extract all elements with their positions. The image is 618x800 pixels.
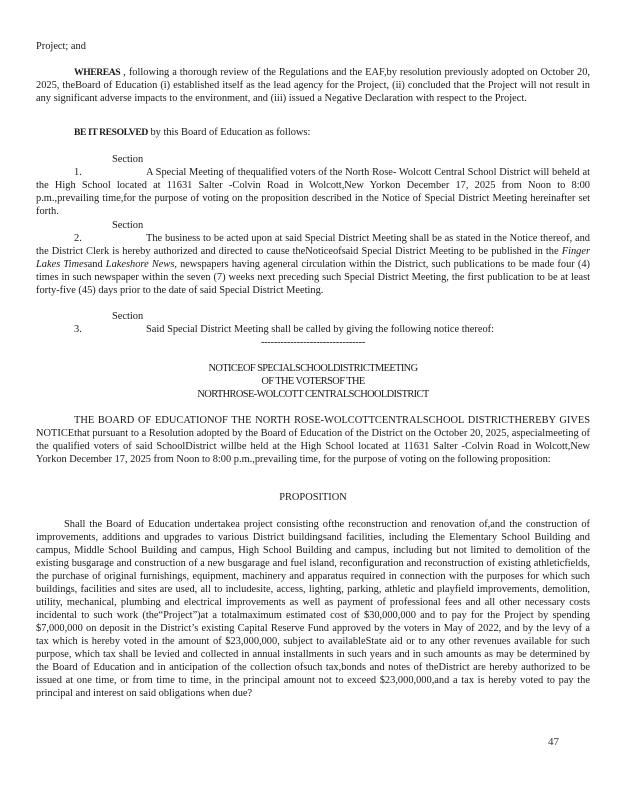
section-3-paragraph bbox=[36, 310, 590, 336]
separator-dashes: -------------------------------- bbox=[260, 337, 366, 348]
section-1-paragraph bbox=[36, 153, 590, 218]
section-2-text-c: , newspapers having ageneral circulation within the District, such publications to be made four (4) times in such newspaper within the seven (7) weeks next preceding such Special District Meeting, the first publication to be at least forty-five (45) days prior to the date of said Special District Meeting. bbox=[36, 259, 590, 296]
proposition-title: PROPOSITION bbox=[279, 492, 347, 503]
notice-heading-line-3: NORTHROSE-WOLCOTT CENTRALSCHOOLDISTRICT bbox=[197, 389, 429, 400]
section-1-label: Section 1. bbox=[74, 154, 144, 178]
notice-heading bbox=[36, 362, 590, 401]
opening-line: Project; and bbox=[36, 41, 86, 52]
section-1-text: A Special Meeting of thequalified voters of the North Rose- Wolcott Central School District will beheld at the High School located at 11631 Salter -Colvin Road in Wolcott,New Yorkon December 17, 2025 from Noon to 8:00 p.m.,prevailing time,for the purpose of voting on the proposition described in the Notice of Special District Meeting hereinafter set forth. bbox=[36, 167, 590, 217]
whereas-keyword: WHEREAS bbox=[74, 67, 121, 78]
resolved-keyword: BE IT RESOLVED bbox=[74, 127, 148, 138]
proposition-paragraph: Shall the Board of Education undertakea project consisting ofthe reconstruction and renovation of,and the construction of improvements, additions and upgrades to various District buildingsand facilities, including the Elementary School Building and campus, Middle School Building and campus, High School Building and campus, including but not limited to demolition of the existing busgarage and construction of a new busgarage and fuel island, reconfiguration and reconstruction of existing athleticfields, the purchase of original furnishings, equipment, machinery and apparatus required in connection with the purposes for which such buildings, facilities and sites are used, all to includesite, access, lighting, parking, athletic and playfield improvements, demolition, utility, mechanical, plumbing and electrical improvements as well as payment of professional fees and all other necessary costs incidental to such work (the“Project”)at a totalmaximum estimated cost of $30,000,000 and to pay for the Project by spending $7,000,000 on deposit in the District’s existing Capital Reserve Fund approved by the voters in May of 2022, and by the levy of a tax which is hereby voted in the amount of $23,000,000, subject to availableState aid or to any other revenues available for such purpose, which tax shall be levied and collected in annual installments in such years and in such amounts as may be determined by the Board of Education and in anticipation of the collection ofsuch tax,bonds and notes of theDistrict are hereby authorized to be issued at one time, or from time to time, in the principal amount not to exceed $23,000,000,and a tax is hereby voted to pay the principal and interest on said obligations when due? bbox=[36, 519, 590, 699]
section-2-paragraph bbox=[36, 219, 590, 297]
notice-body-paragraph: THE BOARD OF EDUCATIONOF THE NORTH ROSE-WOLCOTTCENTRALSCHOOL DISTRICTHEREBY GIVES NOTICEthat pursuant to a Resolution adopted by the Board of Education of the District on the October 20, 2025, aspecialmeeting of the qualified voters of said SchoolDistrict willbe held at the High School located at 11631 Salter -Colvin Road in Wolcott,New Yorkon December 17, 2025 from Noon to 8:00 p.m.,prevailing time, for the purpose of voting on the following proposition: bbox=[36, 415, 590, 465]
whereas-text: , following a thorough review of the Regulations and the EAF,by resolution previously adopted on October 20, 2025, theBoard of Education (i) established itself as the lead agency for the Project, (ii) concluded that the Project will not result in any significant adverse impacts to the environment, and (iii) issued a Negative Declaration with respect to the Project. bbox=[36, 67, 590, 104]
resolved-paragraph bbox=[36, 126, 590, 139]
newspaper-finger-lakes-times: Finger Lakes Times bbox=[36, 246, 590, 270]
section-2-text-a: The business to be acted upon at said Special District Meeting shall be as stated in the Notice thereof, and the District Clerk is hereby authorized and directed to cause theNoticeofsaid Special District Meeting to be published in the bbox=[36, 233, 590, 257]
section-3-text: Said Special District Meeting shall be called by giving the following notice thereof: bbox=[146, 324, 495, 335]
section-2-text-b: and bbox=[87, 259, 106, 270]
resolved-text: by this Board of Education as follows: bbox=[147, 127, 311, 138]
section-2-label: Section 2. bbox=[74, 220, 144, 244]
page-number: 47 bbox=[548, 736, 559, 748]
whereas-paragraph bbox=[36, 66, 590, 105]
notice-heading-line-2: OF THE VOTERSOF THE bbox=[261, 376, 365, 387]
newspaper-lakeshore-news: Lakeshore News bbox=[105, 259, 175, 270]
notice-heading-line-1: NOTICEOF SPECIALSCHOOLDISTRICTMEETING bbox=[208, 363, 418, 374]
section-3-label: Section 3. bbox=[74, 311, 144, 335]
